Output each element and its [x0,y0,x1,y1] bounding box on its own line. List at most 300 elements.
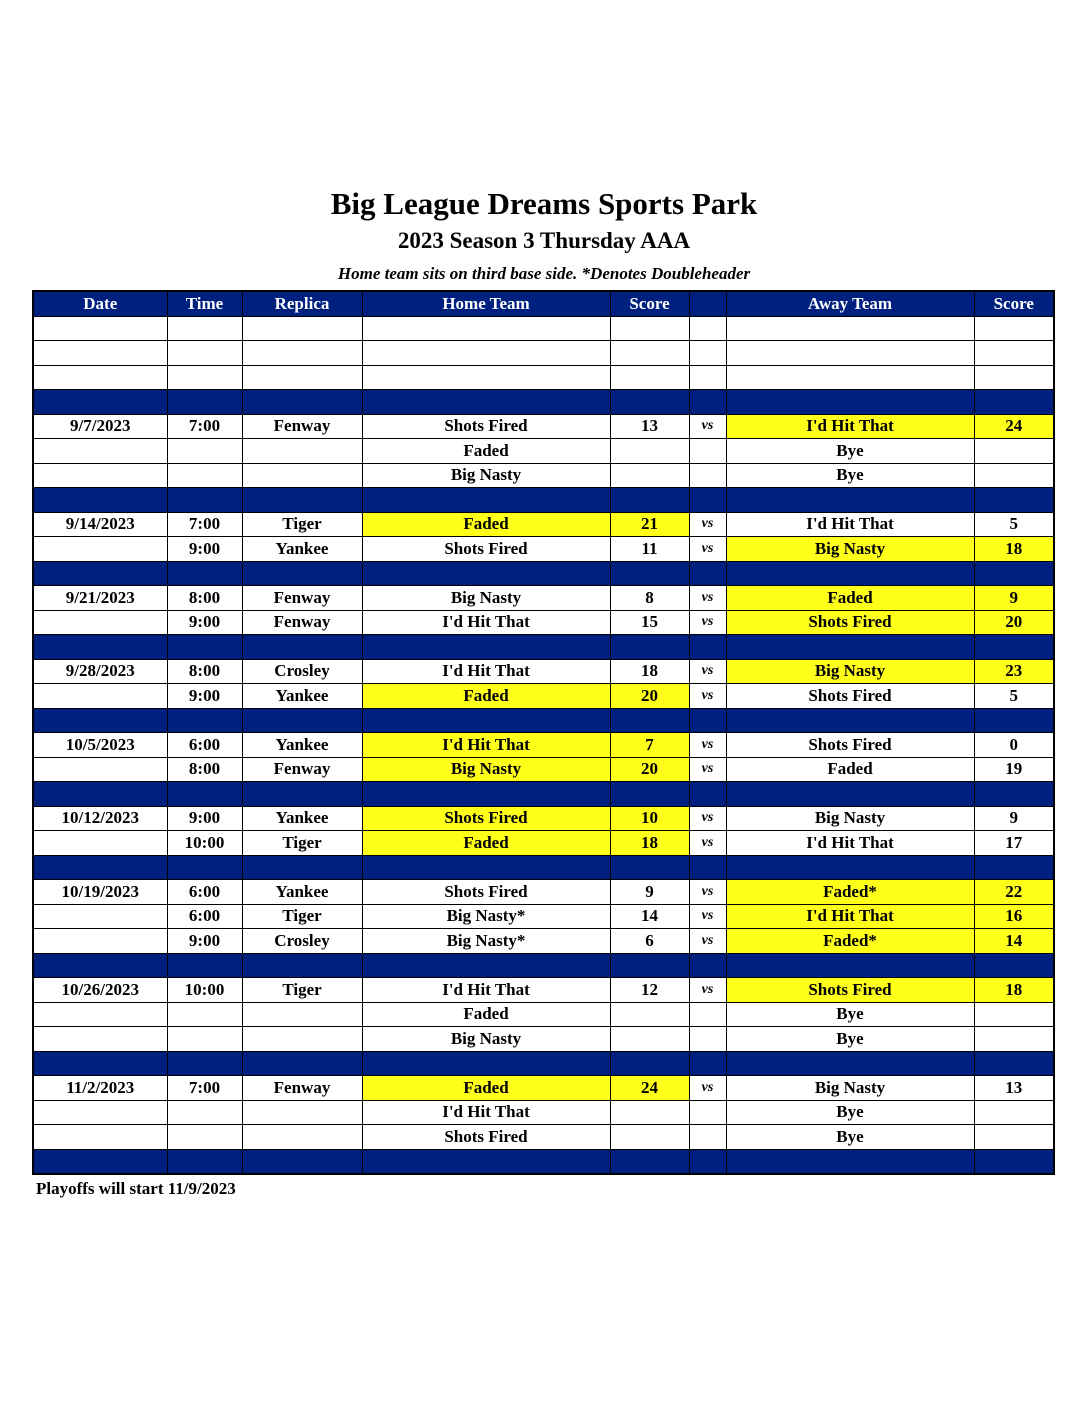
separator-cell [610,488,689,513]
separator-cell [167,953,242,978]
date-cell: 10/12/2023 [33,806,167,831]
away-score-cell [974,316,1054,341]
home-team-cell: I'd Hit That [362,610,610,635]
away-team-cell: Shots Fired [726,610,974,635]
date-cell [33,316,167,341]
home-score-cell: 20 [610,684,689,709]
replica-cell: Fenway [242,414,362,439]
home-team-cell: I'd Hit That [362,1100,610,1125]
home-team-cell [362,365,610,390]
date-cell [33,610,167,635]
game-row [33,414,1054,439]
separator-cell [689,782,726,807]
col-header-home-score: Score [610,291,689,316]
separator-cell [974,708,1054,733]
home-score-cell [610,1002,689,1027]
date-cell [33,365,167,390]
home-score-cell: 24 [610,1076,689,1101]
separator-cell [33,561,167,586]
away-score-cell: 24 [974,414,1054,439]
away-team-cell: Bye [726,439,974,464]
home-team-cell: I'd Hit That [362,659,610,684]
game-row [33,586,1054,611]
vs-cell: vs [689,659,726,684]
separator-cell [689,953,726,978]
home-score-cell: 18 [610,831,689,856]
separator-cell [242,953,362,978]
separator-cell [689,488,726,513]
week-separator-row [33,561,1054,586]
home-score-cell: 20 [610,757,689,782]
away-score-cell [974,1027,1054,1052]
date-cell: 10/19/2023 [33,880,167,905]
separator-cell [689,708,726,733]
separator-cell [167,708,242,733]
separator-cell [610,1051,689,1076]
away-score-cell: 22 [974,880,1054,905]
home-team-cell: Shots Fired [362,806,610,831]
date-cell: 10/26/2023 [33,978,167,1003]
away-team-cell [726,365,974,390]
replica-cell: Fenway [242,1076,362,1101]
date-cell: 11/2/2023 [33,1076,167,1101]
vs-cell: vs [689,733,726,758]
away-team-cell: Shots Fired [726,684,974,709]
vs-cell [689,365,726,390]
date-cell [33,757,167,782]
replica-cell [242,365,362,390]
vs-cell: vs [689,929,726,954]
separator-cell [362,390,610,415]
week-separator-row [33,1149,1054,1174]
separator-cell [610,782,689,807]
time-cell: 8:00 [167,586,242,611]
separator-cell [33,708,167,733]
week-separator-row [33,855,1054,880]
col-header-vs [689,291,726,316]
separator-cell [167,635,242,660]
home-team-cell: Shots Fired [362,414,610,439]
game-row [33,439,1054,464]
col-header-home-team: Home Team [362,291,610,316]
time-cell: 8:00 [167,757,242,782]
time-cell: 7:00 [167,414,242,439]
game-row [33,341,1054,366]
vs-cell [689,463,726,488]
separator-cell [689,390,726,415]
col-header-replica: Replica [242,291,362,316]
week-separator-row [33,488,1054,513]
vs-cell [689,1125,726,1150]
separator-cell [362,561,610,586]
away-team-cell [726,341,974,366]
home-team-cell: Faded [362,831,610,856]
time-cell: 9:00 [167,684,242,709]
home-score-cell: 11 [610,537,689,562]
game-row [33,1027,1054,1052]
separator-cell [689,1149,726,1174]
date-cell: 9/28/2023 [33,659,167,684]
separator-cell [610,1149,689,1174]
home-team-cell: Faded [362,1076,610,1101]
separator-cell [689,561,726,586]
home-score-cell [610,463,689,488]
separator-cell [167,855,242,880]
home-score-cell: 9 [610,880,689,905]
week-separator-row [33,1051,1054,1076]
separator-cell [242,1051,362,1076]
separator-cell [362,635,610,660]
replica-cell: Yankee [242,806,362,831]
separator-cell [242,635,362,660]
replica-cell: Tiger [242,904,362,929]
separator-cell [242,488,362,513]
date-cell [33,439,167,464]
home-team-cell: Big Nasty* [362,929,610,954]
away-team-cell: Bye [726,1125,974,1150]
game-row [33,806,1054,831]
separator-cell [726,855,974,880]
date-cell: 9/14/2023 [33,512,167,537]
separator-cell [974,390,1054,415]
game-row [33,880,1054,905]
time-cell [167,1027,242,1052]
week-separator-row [33,635,1054,660]
time-cell: 7:00 [167,512,242,537]
game-row [33,365,1054,390]
vs-cell [689,1027,726,1052]
replica-cell [242,439,362,464]
replica-cell [242,1125,362,1150]
col-header-away-team: Away Team [726,291,974,316]
home-team-cell: Big Nasty [362,586,610,611]
time-cell: 6:00 [167,880,242,905]
away-score-cell: 9 [974,586,1054,611]
vs-cell: vs [689,1076,726,1101]
time-cell [167,1002,242,1027]
date-cell [33,1002,167,1027]
separator-cell [974,561,1054,586]
home-team-cell: Faded [362,684,610,709]
separator-cell [167,390,242,415]
separator-cell [610,855,689,880]
separator-cell [167,1149,242,1174]
away-score-cell [974,439,1054,464]
schedule-table [32,290,1055,1175]
home-team-cell: Shots Fired [362,537,610,562]
replica-cell: Tiger [242,978,362,1003]
home-score-cell [610,439,689,464]
week-separator-row [33,782,1054,807]
game-row [33,463,1054,488]
away-team-cell: Shots Fired [726,978,974,1003]
replica-cell: Crosley [242,929,362,954]
home-team-cell: Faded [362,1002,610,1027]
game-row [33,1002,1054,1027]
time-cell: 6:00 [167,904,242,929]
vs-cell: vs [689,610,726,635]
separator-cell [242,782,362,807]
time-cell: 10:00 [167,978,242,1003]
away-team-cell: Big Nasty [726,659,974,684]
separator-cell [689,1051,726,1076]
vs-cell: vs [689,512,726,537]
replica-cell [242,1002,362,1027]
separator-cell [726,782,974,807]
vs-cell [689,316,726,341]
game-row [33,904,1054,929]
time-cell: 8:00 [167,659,242,684]
separator-cell [33,488,167,513]
time-cell: 6:00 [167,733,242,758]
away-team-cell: I'd Hit That [726,904,974,929]
time-cell [167,439,242,464]
home-score-cell [610,1125,689,1150]
home-team-cell [362,341,610,366]
time-cell: 9:00 [167,537,242,562]
replica-cell: Tiger [242,831,362,856]
replica-cell: Fenway [242,586,362,611]
separator-cell [726,635,974,660]
time-cell: 9:00 [167,610,242,635]
home-score-cell [610,1027,689,1052]
game-row [33,316,1054,341]
game-row [33,512,1054,537]
week-separator-row [33,390,1054,415]
vs-cell: vs [689,880,726,905]
date-cell [33,684,167,709]
away-team-cell: Faded* [726,880,974,905]
date-cell [33,341,167,366]
replica-cell: Yankee [242,537,362,562]
home-score-cell [610,316,689,341]
away-score-cell [974,341,1054,366]
home-score-cell: 10 [610,806,689,831]
home-score-cell [610,1100,689,1125]
time-cell [167,341,242,366]
away-team-cell: Shots Fired [726,733,974,758]
separator-cell [726,1149,974,1174]
time-cell: 10:00 [167,831,242,856]
playoffs-note: Playoffs will start 11/9/2023 [36,1179,236,1198]
time-cell [167,1125,242,1150]
away-team-cell: Big Nasty [726,1076,974,1101]
game-row [33,733,1054,758]
replica-cell [242,1027,362,1052]
home-score-cell [610,365,689,390]
replica-cell: Fenway [242,757,362,782]
separator-cell [689,855,726,880]
separator-cell [33,1051,167,1076]
away-score-cell: 19 [974,757,1054,782]
separator-cell [974,855,1054,880]
separator-cell [167,1051,242,1076]
col-header-time: Time [167,291,242,316]
home-score-cell: 8 [610,586,689,611]
away-team-cell: Bye [726,1100,974,1125]
separator-cell [610,708,689,733]
away-team-cell: Bye [726,1027,974,1052]
separator-cell [167,782,242,807]
game-row [33,537,1054,562]
header-row [33,291,1054,316]
away-team-cell: Big Nasty [726,806,974,831]
away-team-cell: Bye [726,463,974,488]
date-cell [33,1100,167,1125]
time-cell: 9:00 [167,929,242,954]
home-score-cell [610,341,689,366]
away-team-cell: Faded [726,586,974,611]
separator-cell [33,1149,167,1174]
week-separator-row [33,708,1054,733]
date-cell: 9/21/2023 [33,586,167,611]
separator-cell [242,561,362,586]
away-score-cell: 18 [974,978,1054,1003]
separator-cell [362,708,610,733]
vs-cell: vs [689,586,726,611]
game-row [33,831,1054,856]
replica-cell [242,1100,362,1125]
away-score-cell [974,1002,1054,1027]
replica-cell: Tiger [242,512,362,537]
week-separator-row [33,953,1054,978]
away-score-cell [974,1125,1054,1150]
home-score-cell: 21 [610,512,689,537]
separator-cell [610,390,689,415]
separator-cell [33,390,167,415]
separator-cell [33,855,167,880]
home-team-cell: I'd Hit That [362,978,610,1003]
season-subtitle: 2023 Season 3 Thursday AAA [397,228,691,253]
doubleheader-note: Home team sits on third base side. *Denotes Doubleheader [337,264,751,283]
away-team-cell [726,316,974,341]
time-cell [167,1100,242,1125]
away-score-cell: 5 [974,684,1054,709]
away-team-cell: Faded [726,757,974,782]
separator-cell [726,953,974,978]
separator-cell [610,635,689,660]
separator-cell [242,1149,362,1174]
home-team-cell: Faded [362,439,610,464]
separator-cell [726,488,974,513]
replica-cell: Yankee [242,733,362,758]
separator-cell [974,635,1054,660]
away-team-cell: Big Nasty [726,537,974,562]
home-score-cell: 7 [610,733,689,758]
col-header-date: Date [33,291,167,316]
separator-cell [610,561,689,586]
separator-cell [726,708,974,733]
away-team-cell: I'd Hit That [726,831,974,856]
away-score-cell [974,365,1054,390]
vs-cell: vs [689,414,726,439]
date-cell [33,1027,167,1052]
game-row [33,684,1054,709]
date-cell: 10/5/2023 [33,733,167,758]
away-score-cell: 17 [974,831,1054,856]
home-score-cell: 13 [610,414,689,439]
date-cell [33,929,167,954]
game-row [33,1125,1054,1150]
replica-cell [242,463,362,488]
home-team-cell: Big Nasty [362,463,610,488]
vs-cell [689,439,726,464]
replica-cell: Fenway [242,610,362,635]
home-score-cell: 6 [610,929,689,954]
separator-cell [974,782,1054,807]
away-team-cell: Bye [726,1002,974,1027]
date-cell [33,904,167,929]
time-cell: 7:00 [167,1076,242,1101]
away-score-cell: 9 [974,806,1054,831]
separator-cell [726,390,974,415]
replica-cell [242,341,362,366]
vs-cell [689,341,726,366]
away-score-cell: 5 [974,512,1054,537]
away-score-cell: 20 [974,610,1054,635]
separator-cell [33,782,167,807]
vs-cell: vs [689,537,726,562]
separator-cell [33,953,167,978]
home-team-cell: Faded [362,512,610,537]
home-team-cell: I'd Hit That [362,733,610,758]
vs-cell: vs [689,684,726,709]
away-score-cell: 0 [974,733,1054,758]
separator-cell [726,1051,974,1076]
separator-cell [167,561,242,586]
vs-cell: vs [689,978,726,1003]
separator-cell [362,855,610,880]
separator-cell [362,953,610,978]
game-row [33,978,1054,1003]
replica-cell [242,316,362,341]
separator-cell [242,855,362,880]
away-score-cell: 13 [974,1076,1054,1101]
time-cell: 9:00 [167,806,242,831]
away-score-cell: 14 [974,929,1054,954]
col-header-away-score: Score [974,291,1054,316]
separator-cell [974,488,1054,513]
separator-cell [242,390,362,415]
home-team-cell: Big Nasty [362,757,610,782]
home-team-cell: Shots Fired [362,880,610,905]
replica-cell: Yankee [242,684,362,709]
away-team-cell: I'd Hit That [726,512,974,537]
separator-cell [974,1149,1054,1174]
home-team-cell: Big Nasty [362,1027,610,1052]
game-row [33,610,1054,635]
time-cell [167,316,242,341]
date-cell [33,1125,167,1150]
game-row [33,757,1054,782]
date-cell [33,537,167,562]
separator-cell [167,488,242,513]
replica-cell: Crosley [242,659,362,684]
separator-cell [242,708,362,733]
separator-cell [689,635,726,660]
home-team-cell [362,316,610,341]
away-score-cell: 16 [974,904,1054,929]
separator-cell [974,953,1054,978]
separator-cell [362,1149,610,1174]
home-score-cell: 12 [610,978,689,1003]
game-row [33,1076,1054,1101]
date-cell [33,463,167,488]
vs-cell [689,1002,726,1027]
away-score-cell: 23 [974,659,1054,684]
vs-cell [689,1100,726,1125]
home-score-cell: 14 [610,904,689,929]
